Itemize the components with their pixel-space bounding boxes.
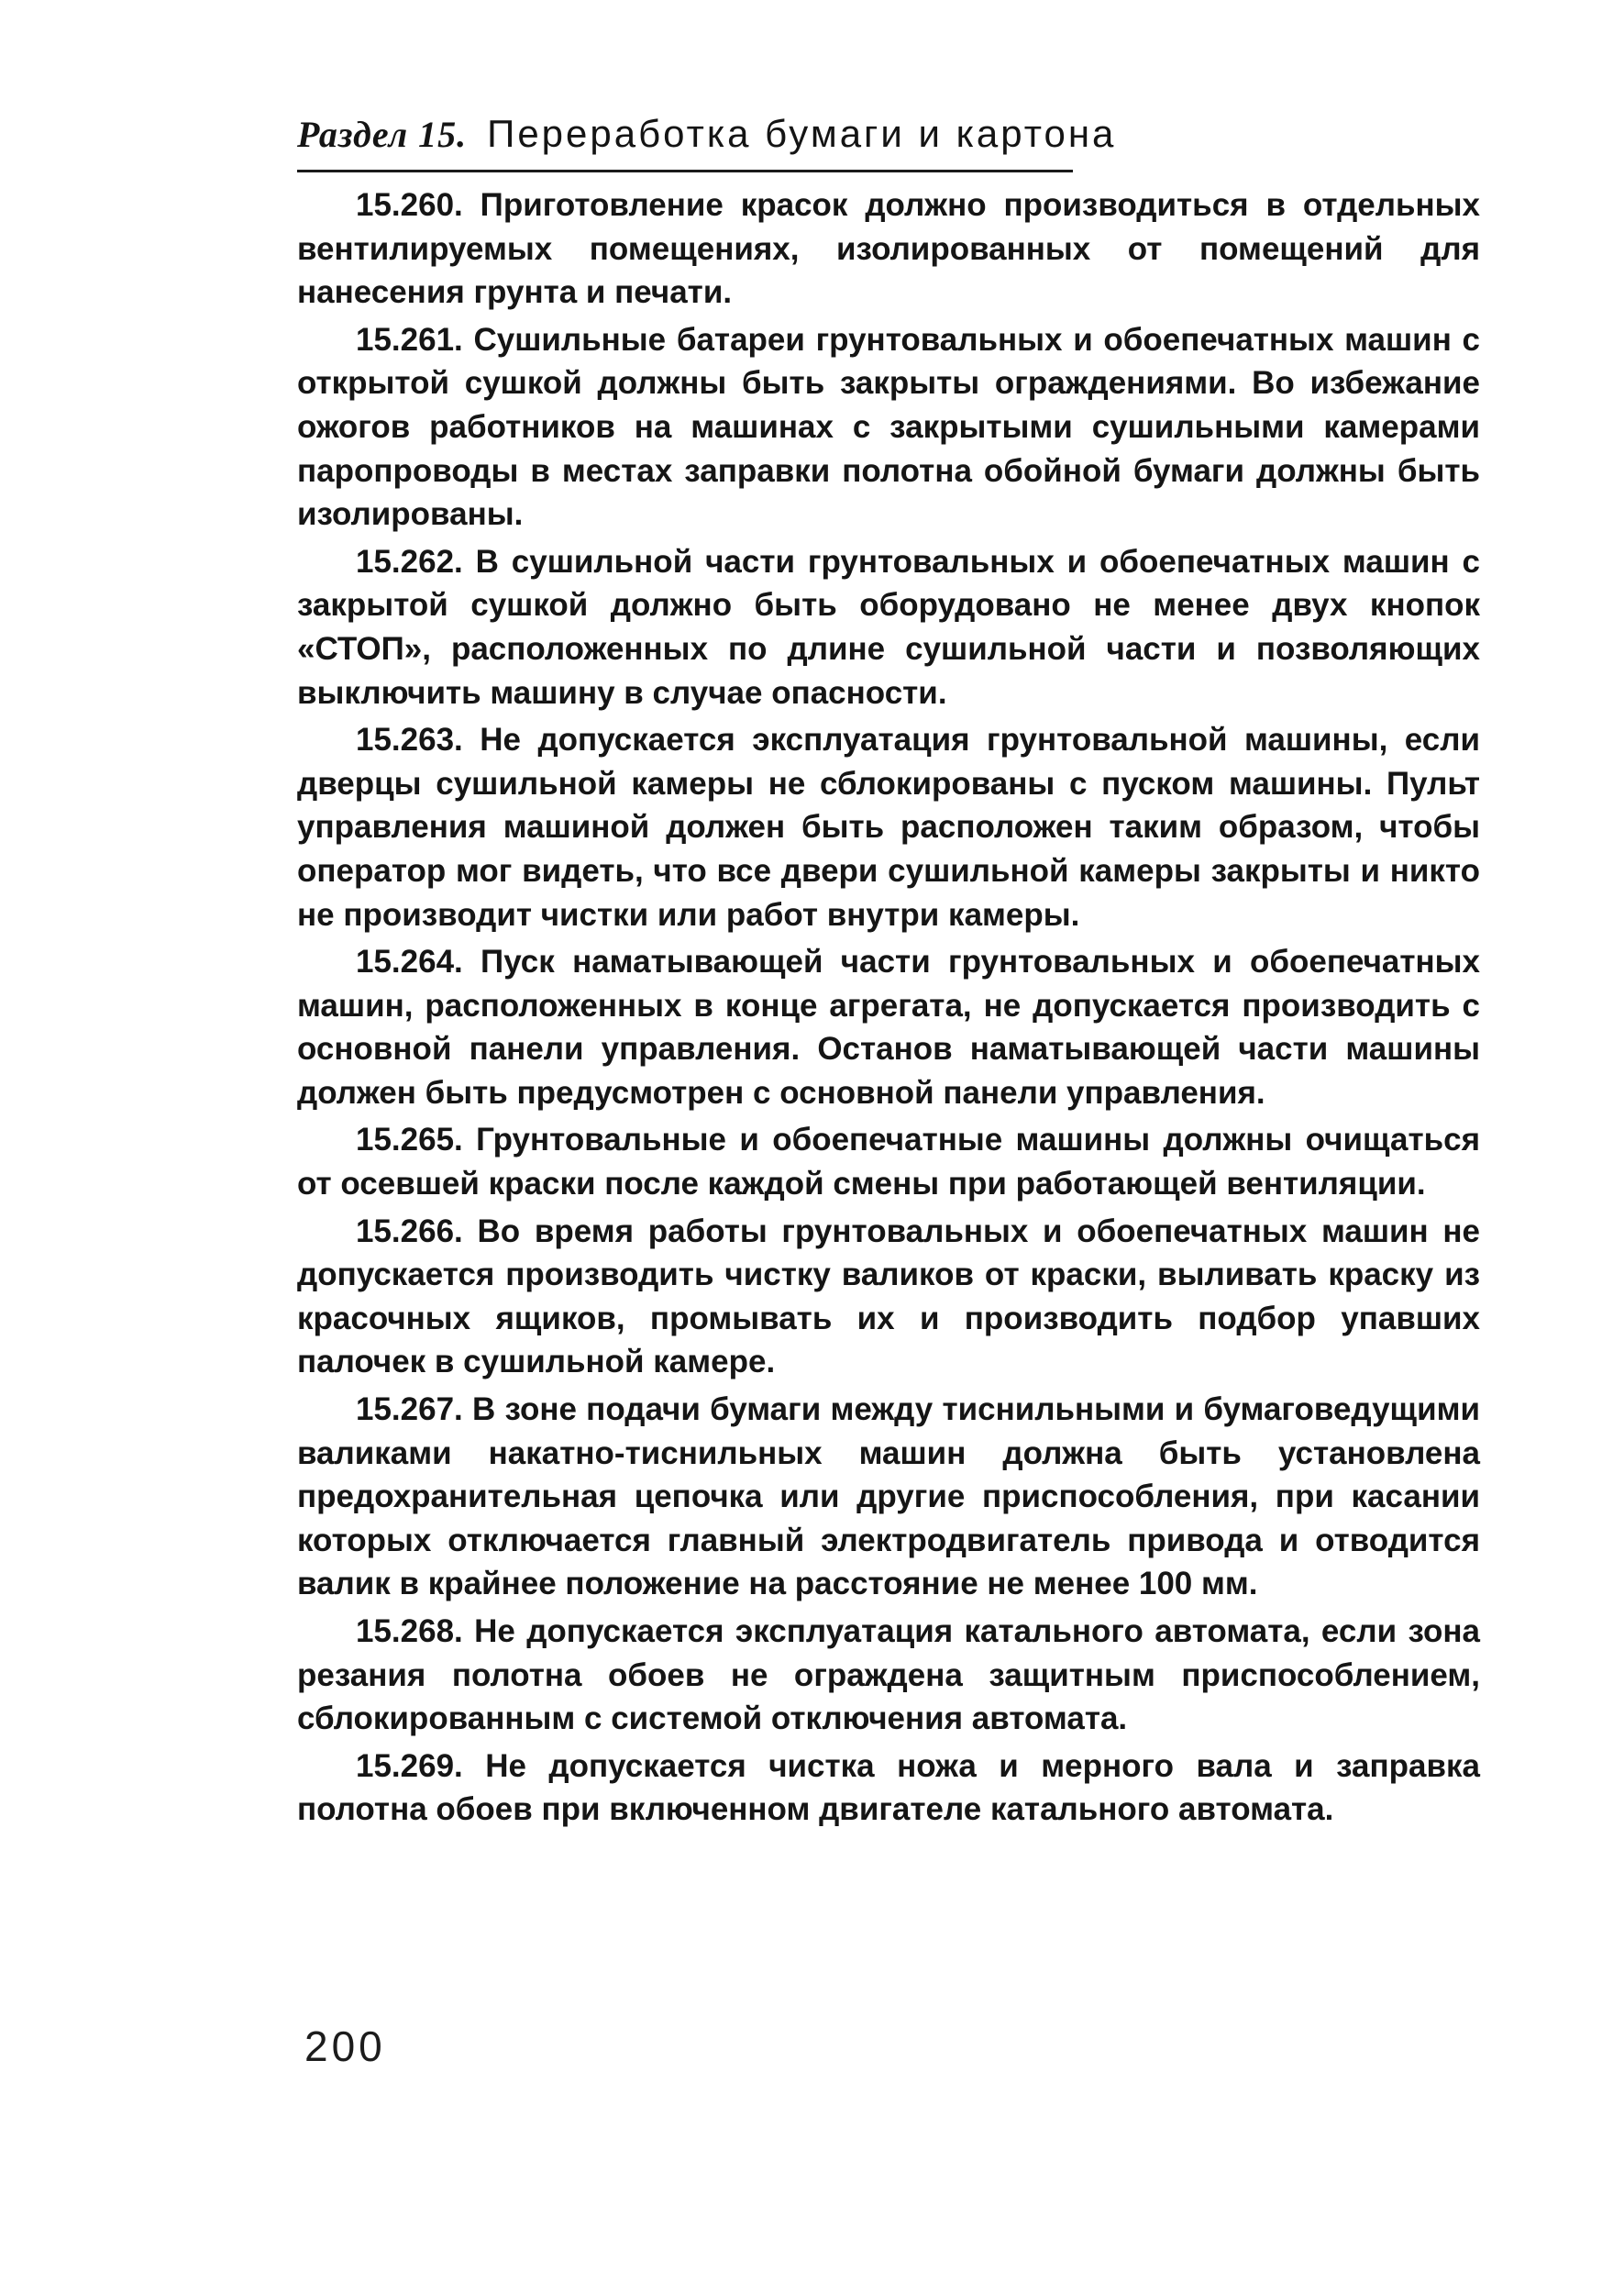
- paragraph-15-261: 15.261. Сушильные батареи грунтовальных и обоепечатных машин с открытой сушкой должны быть закрыты ограждениями. Во избежание ожогов работников на машинах с закрытыми сушильными камерами паропроводы в местах заправки полотна обойной бумаги должны быть изолированы.: [297, 321, 1480, 533]
- paragraph-15-266: 15.266. Во время работы грунтовальных и обоепечатных машин не допускается производить чистку валиков от краски, выливать краску из красочных ящиков, промывать их и производить подбор упавших палочек в сушильной камере.: [297, 1213, 1480, 1380]
- section-title: Переработка бумаги и картона: [487, 112, 1117, 155]
- paragraph-15-267: 15.267. В зоне подачи бумаги между тиснильными и бумаговедущими валиками накатно-тиснильных машин должна быть установлена предохранительная цепочка или другие приспособления, при касании которых отключается главный электродвигатель привода и отводится валик в крайнее положение на расстояние не менее 100 мм.: [297, 1391, 1480, 1602]
- paragraph-15-263: 15.263. Не допускается эксплуатация грунтовальной машины, если дверцы сушильной камеры не сблокированы с пуском машины. Пульт управления машиной должен быть расположен таким образом, чтобы оператор мог видеть, что все двери сушильной камеры закрыты и никто не производит чистки или работ внутри камеры.: [297, 722, 1480, 933]
- paragraph-15-260: 15.260. Приготовление красок должно производиться в отдельных вентилируемых помещениях, изолированных от помещений для нанесения грунта и печати.: [297, 187, 1480, 311]
- paragraph-15-265: 15.265. Грунтовальные и обоепечатные машины должны очищаться от осевшей краски после каждой смены при работающей вентиляции.: [297, 1122, 1480, 1202]
- page-number: 200: [304, 2022, 386, 2070]
- section-label: Раздел 15.: [297, 114, 468, 155]
- body-text: [297, 183, 1480, 1832]
- running-header: [297, 112, 1489, 176]
- paragraph-15-262: 15.262. В сушильной части грунтовальных и обоепечатных машин с закрытой сушкой должно быть оборудовано не менее двух кнопок «СТОП», расположенных по длине сушильной части и позволяющих выключить машину в случае опасности.: [297, 543, 1480, 711]
- paragraph-15-269: 15.269. Не допускается чистка ножа и мерного вала и заправка полотна обоев при включенном двигателе катального автомата.: [297, 1747, 1480, 1828]
- paragraph-15-268: 15.268. Не допускается эксплуатация катального автомата, если зона резания полотна обоев не ограждена защитным приспособлением, сблокированным с системой отключения автомата.: [297, 1613, 1480, 1737]
- paragraph-15-264: 15.264. Пуск наматывающей части грунтовальных и обоепечатных машин, расположенных в конце агрегата, не допускается производить с основной панели управления. Останов наматывающей части машины должен быть предусмотрен с основной панели управления.: [297, 944, 1480, 1111]
- header-rule: [297, 170, 1073, 172]
